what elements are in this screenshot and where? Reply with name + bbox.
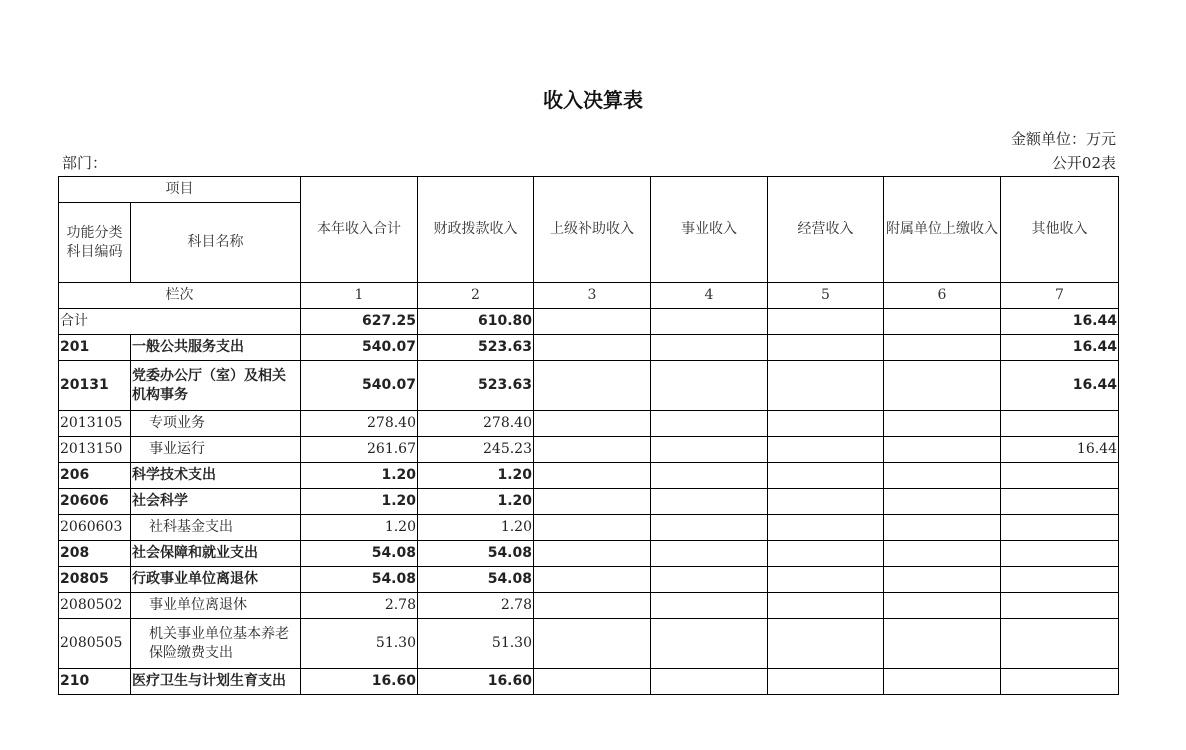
row-value bbox=[534, 361, 651, 411]
row-name: 专项业务 bbox=[131, 411, 301, 437]
row-value bbox=[768, 515, 884, 541]
row-value: 540.07 bbox=[301, 335, 418, 361]
header-name: 科目名称 bbox=[131, 203, 301, 283]
row-value: 2.78 bbox=[418, 593, 534, 619]
total-row bbox=[59, 309, 1119, 335]
row-value bbox=[651, 593, 768, 619]
row-value bbox=[1001, 515, 1119, 541]
row-value bbox=[768, 541, 884, 567]
row-value bbox=[651, 541, 768, 567]
row-value: 245.23 bbox=[418, 437, 534, 463]
row-value bbox=[651, 437, 768, 463]
row-code: 201 bbox=[59, 335, 131, 361]
table-row bbox=[59, 463, 1119, 489]
row-value bbox=[884, 437, 1001, 463]
table-row bbox=[59, 411, 1119, 437]
row-value bbox=[768, 335, 884, 361]
page-title: 收入决算表 bbox=[543, 88, 643, 112]
row-name: 一般公共服务支出 bbox=[131, 335, 301, 361]
row-value bbox=[884, 361, 1001, 411]
row-name: 社会科学 bbox=[131, 489, 301, 515]
row-value: 54.08 bbox=[418, 567, 534, 593]
total-value: 16.44 bbox=[1001, 309, 1119, 335]
row-name: 党委办公厅（室）及相关机构事务 bbox=[131, 361, 301, 411]
row-value bbox=[651, 411, 768, 437]
row-value: 261.67 bbox=[301, 437, 418, 463]
row-code: 20805 bbox=[59, 567, 131, 593]
row-code: 2013105 bbox=[59, 411, 131, 437]
row-value bbox=[884, 463, 1001, 489]
row-value bbox=[1001, 489, 1119, 515]
total-value bbox=[534, 309, 651, 335]
row-code: 20606 bbox=[59, 489, 131, 515]
row-value bbox=[884, 619, 1001, 669]
row-value bbox=[884, 593, 1001, 619]
row-label: 栏次 bbox=[59, 283, 301, 309]
row-name: 事业单位离退休 bbox=[131, 593, 301, 619]
table-row bbox=[59, 335, 1119, 361]
row-code: 206 bbox=[59, 463, 131, 489]
table-row bbox=[59, 515, 1119, 541]
row-value bbox=[651, 515, 768, 541]
row-code: 208 bbox=[59, 541, 131, 567]
row-value bbox=[534, 411, 651, 437]
row-value bbox=[1001, 619, 1119, 669]
table-row bbox=[59, 361, 1119, 411]
table-row bbox=[59, 541, 1119, 567]
row-value bbox=[768, 593, 884, 619]
row-value bbox=[884, 411, 1001, 437]
row-value bbox=[651, 361, 768, 411]
table-row bbox=[59, 619, 1119, 669]
col-number: 1 bbox=[301, 283, 418, 309]
row-value bbox=[534, 515, 651, 541]
row-value bbox=[1001, 541, 1119, 567]
col-number: 7 bbox=[1001, 283, 1119, 309]
row-value bbox=[768, 619, 884, 669]
form-number: 公开02表 bbox=[1051, 154, 1116, 172]
row-value bbox=[651, 489, 768, 515]
row-value bbox=[534, 567, 651, 593]
row-value bbox=[884, 335, 1001, 361]
row-value: 1.20 bbox=[301, 489, 418, 515]
row-code: 2080502 bbox=[59, 593, 131, 619]
row-value: 54.08 bbox=[301, 567, 418, 593]
header-col-7: 其他收入 bbox=[1001, 177, 1119, 283]
row-value bbox=[884, 669, 1001, 695]
row-value: 278.40 bbox=[301, 411, 418, 437]
row-value bbox=[1001, 411, 1119, 437]
header-code: 功能分类科目编码 bbox=[59, 203, 131, 283]
row-value bbox=[1001, 669, 1119, 695]
col-number: 5 bbox=[768, 283, 884, 309]
row-value: 523.63 bbox=[418, 335, 534, 361]
row-value bbox=[768, 489, 884, 515]
row-value bbox=[1001, 593, 1119, 619]
department-label: 部门： bbox=[62, 154, 108, 172]
row-value: 16.44 bbox=[1001, 361, 1119, 411]
total-label: 合计 bbox=[59, 309, 301, 335]
row-name: 社会保障和就业支出 bbox=[131, 541, 301, 567]
col-number: 3 bbox=[534, 283, 651, 309]
total-value bbox=[768, 309, 884, 335]
row-value: 16.60 bbox=[301, 669, 418, 695]
row-code: 2080505 bbox=[59, 619, 131, 669]
row-value: 51.30 bbox=[418, 619, 534, 669]
row-value bbox=[884, 541, 1001, 567]
row-value bbox=[768, 437, 884, 463]
row-value bbox=[534, 541, 651, 567]
col-number: 2 bbox=[418, 283, 534, 309]
row-value bbox=[768, 567, 884, 593]
col-number: 6 bbox=[884, 283, 1001, 309]
row-value bbox=[651, 335, 768, 361]
table-row bbox=[59, 593, 1119, 619]
header-col-1: 本年收入合计 bbox=[301, 177, 418, 283]
row-value: 278.40 bbox=[418, 411, 534, 437]
row-name: 社科基金支出 bbox=[131, 515, 301, 541]
row-value bbox=[884, 515, 1001, 541]
row-value bbox=[768, 411, 884, 437]
row-value: 16.44 bbox=[1001, 437, 1119, 463]
header-col-3: 上级补助收入 bbox=[534, 177, 651, 283]
row-value bbox=[534, 437, 651, 463]
row-value bbox=[534, 593, 651, 619]
row-value bbox=[768, 669, 884, 695]
total-value: 627.25 bbox=[301, 309, 418, 335]
row-code: 20131 bbox=[59, 361, 131, 411]
row-value: 1.20 bbox=[301, 463, 418, 489]
row-value: 2.78 bbox=[301, 593, 418, 619]
row-name: 行政事业单位离退休 bbox=[131, 567, 301, 593]
header-col-4: 事业收入 bbox=[651, 177, 768, 283]
row-value: 54.08 bbox=[418, 541, 534, 567]
row-value bbox=[651, 669, 768, 695]
row-name: 医疗卫生与计划生育支出 bbox=[131, 669, 301, 695]
row-value bbox=[534, 489, 651, 515]
row-value bbox=[534, 619, 651, 669]
row-value: 1.20 bbox=[418, 515, 534, 541]
col-number: 4 bbox=[651, 283, 768, 309]
row-value bbox=[651, 567, 768, 593]
amount-unit-label: 金额单位：万元 bbox=[1010, 130, 1116, 148]
table-row bbox=[59, 489, 1119, 515]
row-value bbox=[884, 567, 1001, 593]
row-name: 机关事业单位基本养老保险缴费支出 bbox=[131, 619, 301, 669]
row-value bbox=[534, 669, 651, 695]
row-value bbox=[768, 463, 884, 489]
table-row bbox=[59, 437, 1119, 463]
header-col-6: 附属单位上缴收入 bbox=[884, 177, 1001, 283]
row-value bbox=[884, 489, 1001, 515]
header-item: 项目 bbox=[59, 177, 301, 203]
row-value bbox=[534, 463, 651, 489]
total-value bbox=[884, 309, 1001, 335]
row-value bbox=[651, 619, 768, 669]
total-value: 610.80 bbox=[418, 309, 534, 335]
row-value: 1.20 bbox=[418, 489, 534, 515]
row-value bbox=[1001, 463, 1119, 489]
header-col-5: 经营收入 bbox=[768, 177, 884, 283]
table-row bbox=[59, 567, 1119, 593]
row-code: 2013150 bbox=[59, 437, 131, 463]
row-value: 523.63 bbox=[418, 361, 534, 411]
row-value bbox=[534, 335, 651, 361]
row-value: 1.20 bbox=[301, 515, 418, 541]
header-col-2: 财政拨款收入 bbox=[418, 177, 534, 283]
row-value: 540.07 bbox=[301, 361, 418, 411]
row-value bbox=[768, 361, 884, 411]
income-table bbox=[58, 176, 1119, 695]
row-value bbox=[651, 463, 768, 489]
table-row bbox=[59, 669, 1119, 695]
row-value: 1.20 bbox=[418, 463, 534, 489]
row-value: 16.60 bbox=[418, 669, 534, 695]
row-name: 科学技术支出 bbox=[131, 463, 301, 489]
row-name: 事业运行 bbox=[131, 437, 301, 463]
row-value: 54.08 bbox=[301, 541, 418, 567]
row-code: 2060603 bbox=[59, 515, 131, 541]
row-code: 210 bbox=[59, 669, 131, 695]
row-value bbox=[1001, 567, 1119, 593]
total-value bbox=[651, 309, 768, 335]
row-value: 16.44 bbox=[1001, 335, 1119, 361]
row-value: 51.30 bbox=[301, 619, 418, 669]
